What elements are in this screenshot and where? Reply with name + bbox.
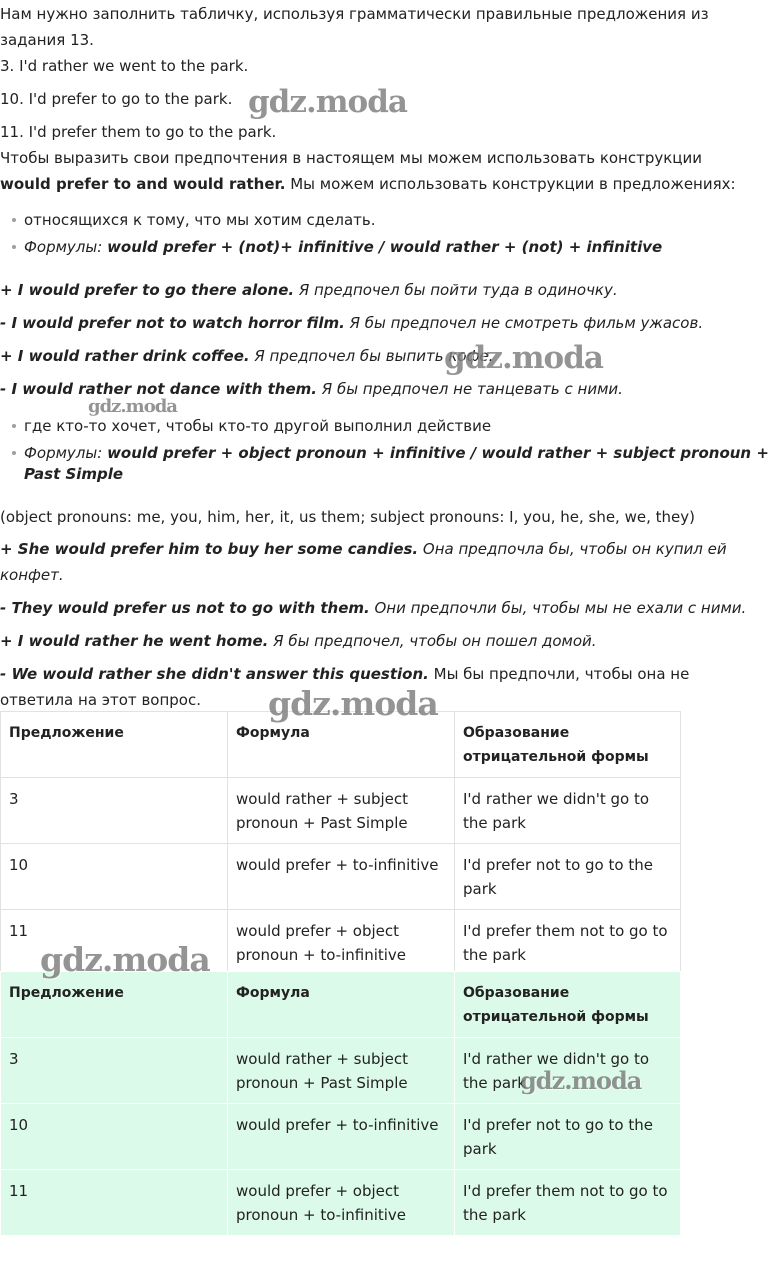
watermark-logo: gdz.moda [444, 340, 603, 376]
cell-negative: I'd rather we didn't go to the park [455, 778, 681, 844]
cell-negative: I'd prefer them not to go to the park [455, 910, 681, 976]
example-8-russian: Мы бы предпочли, чтобы она не [428, 665, 690, 683]
cell-formula: would prefer + to-infinitive [228, 844, 455, 910]
example-1-english: + I would prefer to go there alone. [0, 281, 295, 299]
cell-negative: I'd prefer not to go to the park [455, 1104, 681, 1170]
formula-text: would prefer + (not)+ infinitive / would rather + (not) + infinitive [107, 238, 663, 256]
formula-label: Формулы: [24, 444, 108, 462]
sentence-10: 10. I'd prefer to go to the park. [0, 90, 233, 108]
cell-number: 10 [1, 844, 228, 910]
header-negative: Образование отрицательной формы [455, 972, 681, 1038]
table-row [1, 1104, 681, 1170]
example-7-english: + I would rather he went home. [0, 632, 269, 650]
pronouns-note: (object pronouns: me, you, him, her, it, us them; subject pronouns: I, you, he, she, we, they) [0, 508, 695, 526]
explanation-line-1: Чтобы выразить свои предпочтения в настоящем мы можем использовать конструкции [0, 149, 703, 167]
example-7 [0, 629, 597, 653]
example-3 [0, 344, 493, 368]
example-1-russian: Я предпочел бы пойти туда в одиночку. [294, 281, 618, 299]
answer-table [0, 711, 681, 976]
sentence-11: 11. I'd prefer them to go to the park. [0, 123, 277, 141]
example-4-english: - I would rather not dance with them. [0, 380, 317, 398]
header-formula: Формула [228, 712, 455, 778]
watermark-logo: gdz.moda [88, 396, 177, 417]
cell-formula: would rather + subject pronoun + Past Simple [228, 778, 455, 844]
header-sentence: Предложение [1, 972, 228, 1038]
example-3-english: + I would rather drink coffee. [0, 347, 250, 365]
example-5 [0, 537, 727, 561]
cell-number: 11 [1, 910, 228, 976]
cell-negative: I'd prefer them not to go to the park [455, 1170, 681, 1236]
intro-line-1: Нам нужно заполнить табличку, используя грамматически правильные предложения из [0, 5, 709, 23]
watermark-logo: gdz.moda [40, 940, 210, 979]
example-5-russian: Она предпочла бы, чтобы он купил ей [418, 540, 727, 558]
cell-number: 10 [1, 1104, 228, 1170]
cell-formula: would prefer + object pronoun + to-infinitive [228, 910, 455, 976]
example-5-cont [0, 563, 64, 587]
cell-number: 3 [1, 778, 228, 844]
cell-number: 11 [1, 1170, 228, 1236]
bullet-what-we-want: относящихся к тому, что мы хотим сделать. [24, 211, 376, 229]
explanation-rest: Мы можем использовать конструкции в предложениях: [285, 175, 736, 193]
answer-table-highlighted [0, 971, 681, 1236]
constructions-bold: would prefer to and would rather. [0, 175, 286, 193]
example-6 [0, 596, 746, 620]
bullet-formula-2 [24, 442, 769, 464]
cell-number: 3 [1, 1038, 228, 1104]
example-5-english: + She would prefer him to buy her some candies. [0, 540, 419, 558]
header-sentence: Предложение [1, 712, 228, 778]
cell-formula: would prefer + object pronoun + to-infinitive [228, 1170, 455, 1236]
table-row [1, 778, 681, 844]
example-8-english: - We would rather she didn't answer this question. [0, 665, 429, 683]
header-negative: Образование отрицательной формы [455, 712, 681, 778]
sentence-3: 3. I'd rather we went to the park. [0, 57, 249, 75]
formula-text: would prefer + object pronoun + infinitive / would rather + subject pronoun + [107, 444, 769, 462]
formula-label: Формулы: [24, 238, 108, 256]
header-formula: Формула [228, 972, 455, 1038]
example-3-russian: Я предпочел бы выпить кофе. [249, 347, 494, 365]
bullet-formula-1 [24, 236, 662, 258]
watermark-logo: gdz.moda [520, 1066, 642, 1095]
example-2-english: - I would prefer not to watch horror film. [0, 314, 345, 332]
example-4-russian: Я бы предпочел не танцевать с ними. [316, 380, 623, 398]
example-2-russian: Я бы предпочел не смотреть фильм ужасов. [344, 314, 704, 332]
bullet-someone-else: где кто-то хочет, чтобы кто-то другой выполнил действие [24, 417, 492, 435]
cell-negative: I'd rather we didn't go to the park [455, 1038, 681, 1104]
watermark-logo: gdz.moda [248, 84, 407, 120]
table-header-row [1, 972, 681, 1038]
example-2 [0, 311, 703, 335]
example-5-russian-cont: конфет. [0, 566, 64, 584]
example-1 [0, 278, 618, 302]
cell-formula: would rather + subject pronoun + Past Simple [228, 1038, 455, 1104]
explanation-line-2 [0, 172, 736, 196]
example-6-english: - They would prefer us not to go with them. [0, 599, 370, 617]
formula-text-cont: Past Simple [24, 465, 124, 483]
example-8-cont: ответила на этот вопрос. [0, 691, 201, 709]
intro-line-2: задания 13. [0, 31, 94, 49]
example-8 [0, 662, 689, 686]
table-row [1, 1170, 681, 1236]
example-7-russian: Я бы предпочел, чтобы он пошел домой. [268, 632, 597, 650]
cell-formula: would prefer + to-infinitive [228, 1104, 455, 1170]
table-row [1, 844, 681, 910]
watermark-logo: gdz.moda [268, 684, 438, 723]
formula-continuation [24, 462, 123, 486]
example-6-russian: Они предпочли бы, чтобы мы не ехали с ними. [369, 599, 747, 617]
cell-negative: I'd prefer not to go to the park [455, 844, 681, 910]
